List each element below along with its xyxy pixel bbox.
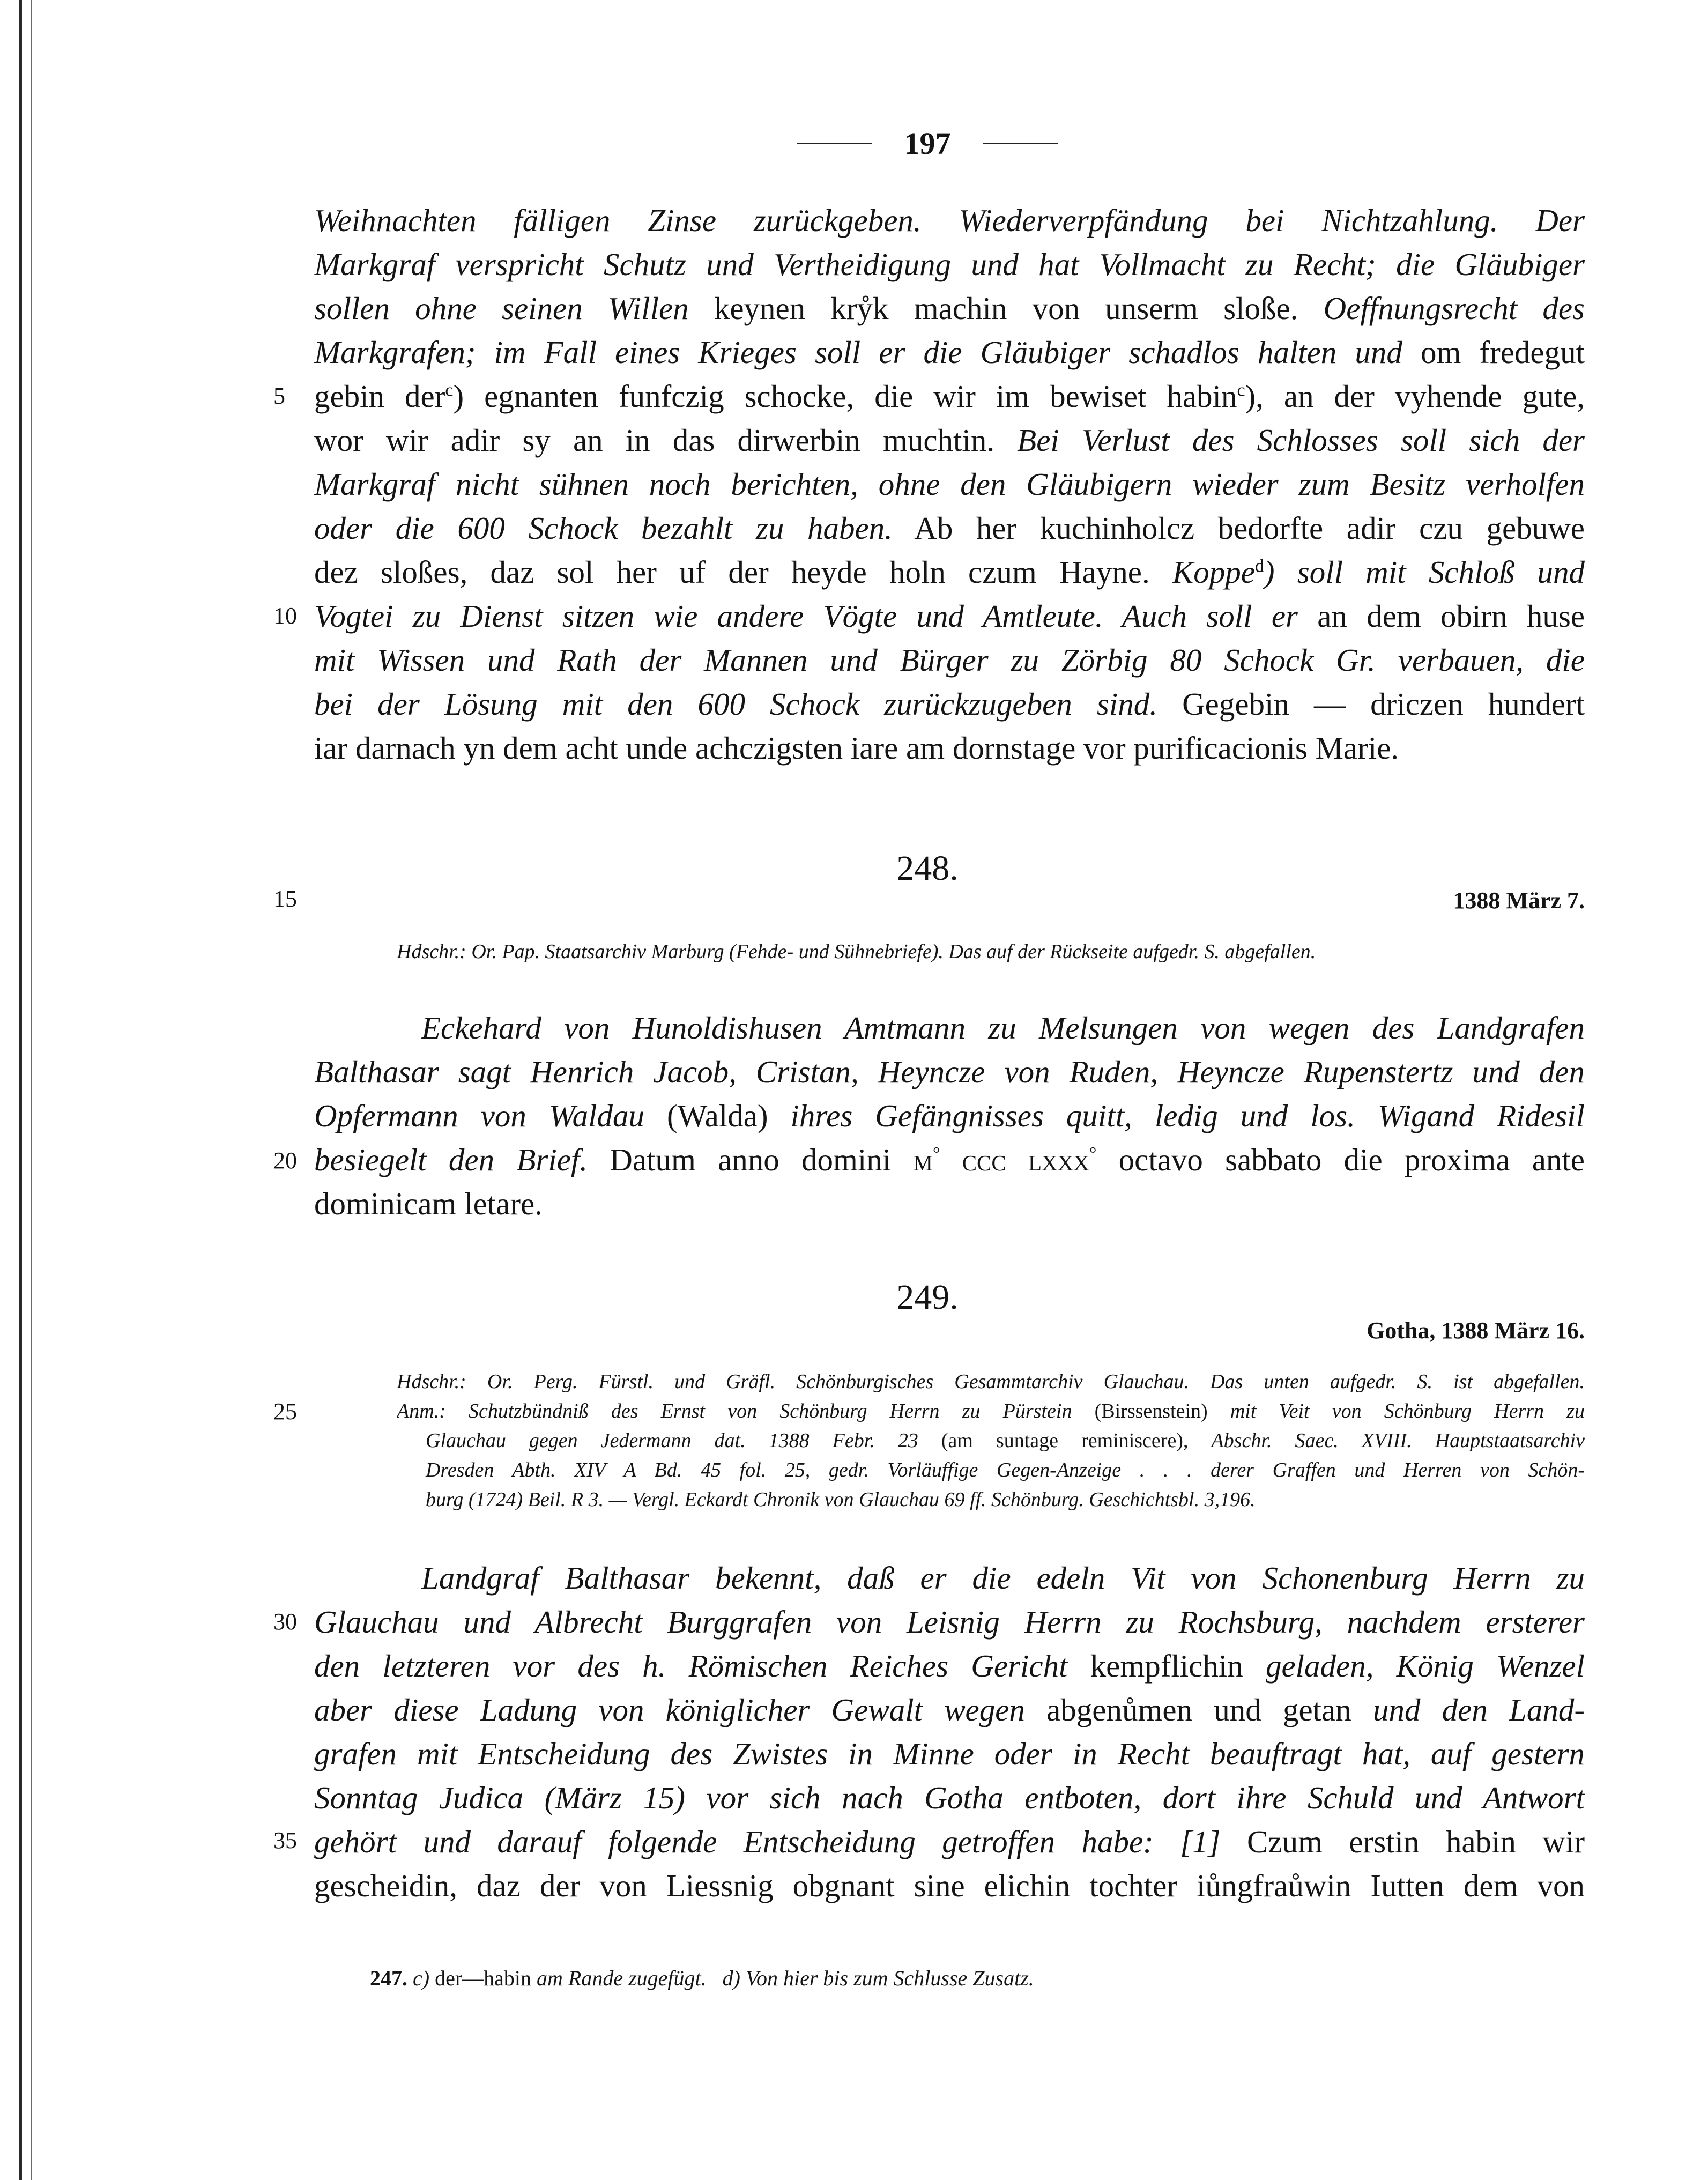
footnote-marker-d: d)	[722, 1966, 740, 1990]
text-line: dominicam letare.	[314, 1186, 543, 1221]
text-line: Glauchau und Albrecht Burggrafen von Leisnig Herrn zu Rochsburg, nachdem ersterer	[314, 1604, 1585, 1640]
entry-date-248: 1388 März 7.	[1453, 887, 1585, 914]
text-line: grafen mit Entscheidung des Zwistes in Minne oder in Recht beauftragt hat, auf gestern	[314, 1736, 1585, 1771]
footnote-text-c: der—habin	[435, 1966, 532, 1990]
text-line: Landgraf Balthasar bekennt, daß er die edeln Vit von Schonenburg Herrn zu	[421, 1560, 1585, 1596]
source-line: Glauchau gegen Jedermann dat. 1388 Febr. 23 (am suntage reminiscere), Abschr. Saec. XVIII. Hauptstaatsarchiv	[426, 1429, 1585, 1452]
text-line: oder die 600 Schock bezahlt zu haben. Ab her kuchinholcz bedorfte adir czu gebuwe	[314, 510, 1585, 546]
footnote	[370, 1962, 1034, 1994]
text-line: Eckehard von Hunoldishusen Amtmann zu Melsungen von wegen des Landgrafen	[421, 1010, 1585, 1045]
line-number: 10	[273, 603, 297, 629]
text-line: besiegelt den Brief. Datum anno domini m° ccc lxxx° octavo sabbato die proxima ante	[314, 1142, 1585, 1177]
line-number: 30	[273, 1608, 297, 1635]
footnote-marker: c	[445, 380, 454, 401]
text-line: sollen ohne seinen Willen keynen krẙk machin von unserm sloße. Oeffnungsrecht des	[314, 291, 1585, 326]
source-line: burg (1724) Beil. R 3. — Vergl. Eckardt Chronik von Glauchau 69 ff. Schönburg. Geschichtsbl. 3,196.	[426, 1488, 1256, 1511]
source-line: Dresden Abth. XIV A Bd. 45 fol. 25, gedr. Vorläuffige Gegen-Anzeige . . . derer Graffen und Herren von Schön-	[426, 1459, 1585, 1481]
entry-247-continuation	[314, 198, 1585, 770]
entry-source-248	[397, 937, 1585, 967]
line-number: 20	[273, 1147, 297, 1174]
source-line: Hdschr.: Or. Pap. Staatsarchiv Marburg (Fehde- und Sühnebriefe). Das auf der Rückseite aufgedr. S. abgefallen.	[397, 940, 1316, 963]
text-line: wor wir adir sy an in das dirwerbin muchtin. Bei Verlust des Schlosses soll sich der	[314, 422, 1585, 458]
footnote-marker: c	[1237, 380, 1245, 401]
text-line: gehört und darauf folgende Entscheidung getroffen habe: [1] Czum erstin habin wir	[314, 1824, 1585, 1859]
text-line: Vogtei zu Dienst sitzen wie andere Vögte und Amtleute. Auch soll er an dem obirn huse	[314, 598, 1585, 634]
source-line: Anm.: Schutzbündniß des Ernst von Schönburg Herrn zu Pürstein (Birssenstein) mit Veit von Schönburg Herrn zu	[397, 1400, 1585, 1422]
line-number: 25	[273, 1398, 297, 1425]
entry-number-249: 249.	[896, 1278, 959, 1317]
text-line: Markgraf verspricht Schutz und Vertheidigung und hat Vollmacht zu Recht; die Gläubiger	[314, 247, 1585, 282]
header-rule-left	[797, 143, 872, 144]
header-rule-right	[983, 143, 1058, 144]
text-line: gescheidin, daz der von Liessnig obgnant sine elichin tochter iůngfraůwin Iutten dem von	[314, 1868, 1585, 1903]
page-number: 197	[904, 125, 951, 161]
line-number: 15	[273, 886, 297, 912]
entry-number-248: 248.	[896, 849, 959, 888]
text-line: den letzteren vor des h. Römischen Reiches Gericht kempflichin geladen, König Wenzel	[314, 1648, 1585, 1684]
page-header	[751, 119, 1104, 167]
text-line: Weihnachten fälligen Zinse zurückgeben. Wiederverpfändung bei Nichtzahlung. Der	[314, 203, 1585, 238]
entry-249-text	[314, 1556, 1585, 1908]
source-line: Hdschr.: Or. Perg. Fürstl. und Gräfl. Schönburgisches Gesammtarchiv Glauchau. Das unten aufgedr. S. ist abgefallen.	[397, 1370, 1585, 1393]
entry-date-249: Gotha, 1388 März 16.	[1367, 1317, 1585, 1344]
footnote-marker: d	[1254, 556, 1264, 576]
text-line: aber diese Ladung von königlicher Gewalt wegen abgenůmen und getan und den Land-	[314, 1692, 1585, 1727]
entry-source-249	[397, 1367, 1585, 1515]
line-number: 35	[273, 1827, 297, 1853]
text-line: dez sloßes, daz sol her uf der heyde holn czum Hayne. Koppe$^d$) soll mit Schloß und	[314, 554, 1585, 590]
text-line: bei der Lösung mit den 600 Schock zurückzugeben sind. Gegebin — driczen hundert	[314, 686, 1585, 722]
line-number: 5	[273, 383, 285, 409]
text-line: Sonntag Judica (März 15) vor sich nach Gotha entboten, dort ihre Schuld und Antwort	[314, 1780, 1585, 1815]
text-line: Markgraf nicht sühnen noch berichten, ohne den Gläubigern wieder zum Besitz verholfen	[314, 466, 1585, 502]
entry-248-text	[314, 1006, 1585, 1226]
footnote-marker-c: c)	[413, 1966, 430, 1990]
text-line: Markgrafen; im Fall eines Krieges soll er die Gläubiger schadlos halten und om fredegut	[314, 335, 1585, 370]
text-line: mit Wissen und Rath der Mannen und Bürger zu Zörbig 80 Schock Gr. verbauen, die	[314, 642, 1585, 678]
footnote-ref: 247.	[370, 1966, 407, 1990]
page-binding-edge	[19, 0, 22, 2180]
footnote-note-c: am Rande zugefügt.	[537, 1966, 707, 1990]
footnote-note-d: Von hier bis zum Schlusse Zusatz.	[745, 1966, 1034, 1990]
page-binding-edge-inner	[31, 0, 32, 2180]
text-line: Balthasar sagt Henrich Jacob, Cristan, Heyncze von Ruden, Heyncze Rupenstertz und den	[314, 1054, 1585, 1089]
text-line: iar darnach yn dem acht unde achczigsten iare am dornstage vor purificacionis Marie.	[314, 730, 1399, 766]
text-line: Opfermann von Waldau (Walda) ihres Gefängnisses quitt, ledig und los. Wigand Ridesil	[314, 1098, 1585, 1133]
text-line: gebin der$^c$) egnanten funfczig schocke, die wir im bewiset habin$^c$), an der vyhende gute,	[314, 379, 1585, 414]
